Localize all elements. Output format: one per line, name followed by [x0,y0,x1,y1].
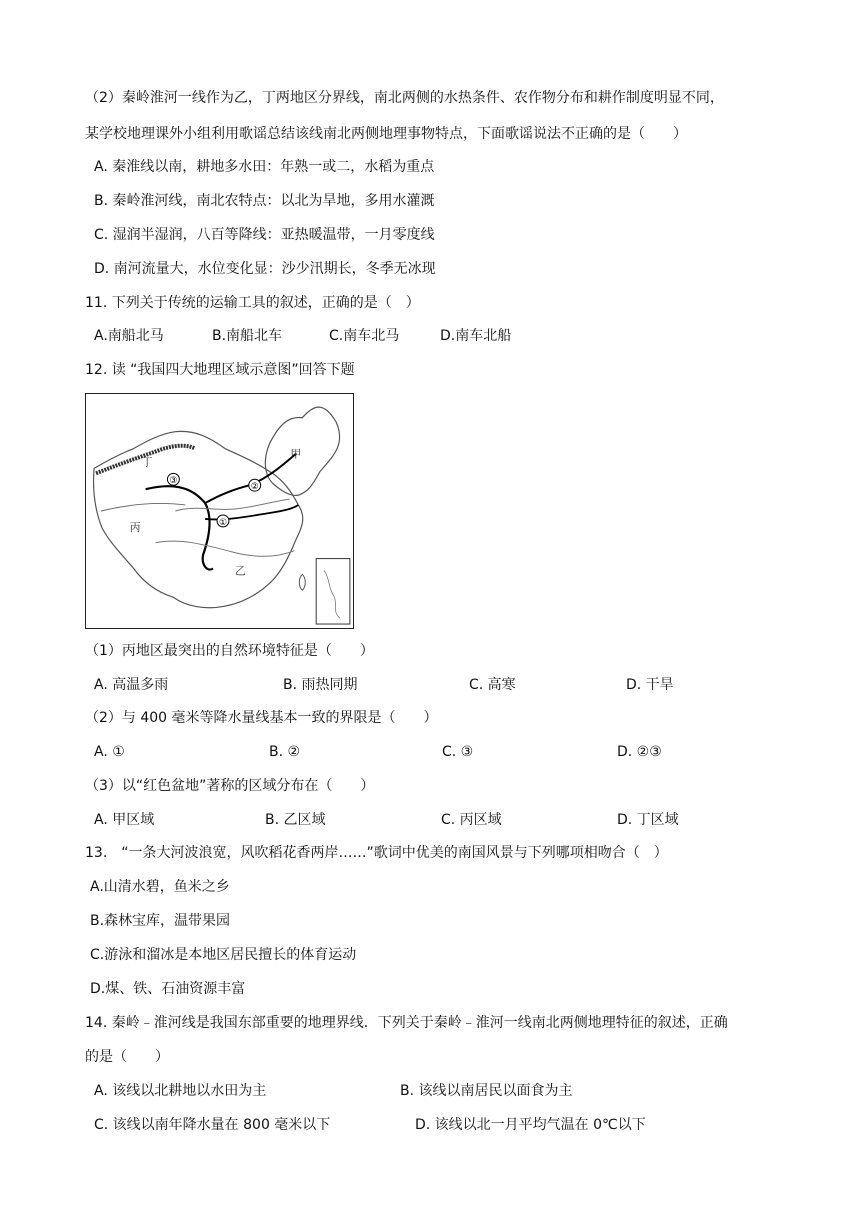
q12-sub2-option-b: B. ② [269,744,301,760]
q13-option-c: C.游泳和溜冰是本地区居民擅长的体育运动 [90,947,357,963]
q12-sub2-option-a: A. ① [94,744,125,760]
q11-option-d: D.南车北船 [440,328,512,344]
q12-sub2-option-d: D. ②③ [617,744,662,760]
map-label-c2: ② [250,482,259,493]
q14-stem-line1: 14. 秦岭﹣淮河线是我国东部重要的地理界线．下列关于秦岭﹣淮河一线南北两侧地理特征的叙述，正确 [85,1015,728,1031]
q10-2-option-c: C. 湿润半湿润，八百等降线：亚热暖温带，一月零度线 [94,227,435,243]
china-regions-map [85,393,354,629]
q12-sub2-option-c: C. ③ [442,744,474,760]
china-map-figure [86,394,353,628]
map-label-jia: 甲 [290,447,302,461]
q10-2-option-d: D. 南河流量大，水位变化显：沙少汛期长，冬季无冰现 [94,261,436,277]
q12-sub2-stem: （2）与 400 毫米等降水量线基本一致的界限是（ ） [85,710,438,726]
q10-2-option-a: A. 秦淮线以南，耕地多水田：年熟一或二，水稻为重点 [94,159,435,175]
q11-stem: 11. 下列关于传统的运输工具的叙述，正确的是（ ） [85,295,420,311]
map-label-bing: 丙 [129,520,141,534]
q13-option-a: A.山清水碧，鱼米之乡 [90,879,230,895]
q13-option-b: B.森林宝库，温带果园 [90,913,231,929]
map-label-yi: 乙 [234,564,246,578]
q12-stem: 12. 读 “我国四大地理区域示意图”回答下题 [85,362,355,378]
q12-sub1-option-a: A. 高温多雨 [94,677,169,693]
q12-sub1-stem: （1）丙地区最突出的自然环境特征是（ ） [85,643,374,659]
map-label-c1: ① [218,517,227,528]
q10-2-stem-line2: 某学校地理课外小组利用歌谣总结该线南北两侧地理事物特点，下面歌谣说法不正确的是（ ） [85,126,687,142]
q12-sub1-option-b: B. 雨热同期 [283,677,358,693]
map-label-ding: 丁 [141,455,153,469]
q12-sub1-option-c: C. 高寒 [469,677,516,693]
q10-2-option-b: B. 秦岭淮河线，南北农特点：以北为旱地，多用水灌溉 [94,193,435,209]
q11-option-b: B.南船北车 [212,328,283,344]
q11-option-a: A.南船北马 [94,328,164,344]
q11-option-c: C.南车北马 [329,328,400,344]
q14-option-b: B. 该线以南居民以面食为主 [400,1083,573,1099]
q12-sub3-stem: （3）以“红色盆地”著称的区域分布在（ ） [85,778,375,794]
q12-sub3-option-a: A. 甲区域 [94,812,155,828]
q12-sub3-option-d: D. 丁区域 [617,812,679,828]
q13-stem: 13. “一条大河波浪宽，风吹稻花香两岸……”歌词中优美的南国风景与下列哪项相吻合（ ） [85,845,668,861]
q14-option-d: D. 该线以北一月平均气温在 0℃以下 [415,1117,646,1133]
q10-2-stem-line1: （2）秦岭淮河一线作为乙，丁两地区分界线，南北两侧的水热条件、农作物分布和耕作制度明显不同， [85,90,724,106]
q13-option-d: D.煤、铁、石油资源丰富 [90,981,246,997]
q14-stem-line2: 的是（ ） [85,1049,169,1065]
q12-sub3-option-b: B. 乙区域 [265,812,326,828]
q12-sub3-option-c: C. 丙区域 [441,812,502,828]
q14-option-a: A. 该线以北耕地以水田为主 [94,1083,267,1099]
q12-sub1-option-d: D. 干旱 [626,677,674,693]
map-label-c3: ③ [169,476,178,487]
q14-option-c: C. 该线以南年降水量在 800 毫米以下 [94,1117,331,1133]
